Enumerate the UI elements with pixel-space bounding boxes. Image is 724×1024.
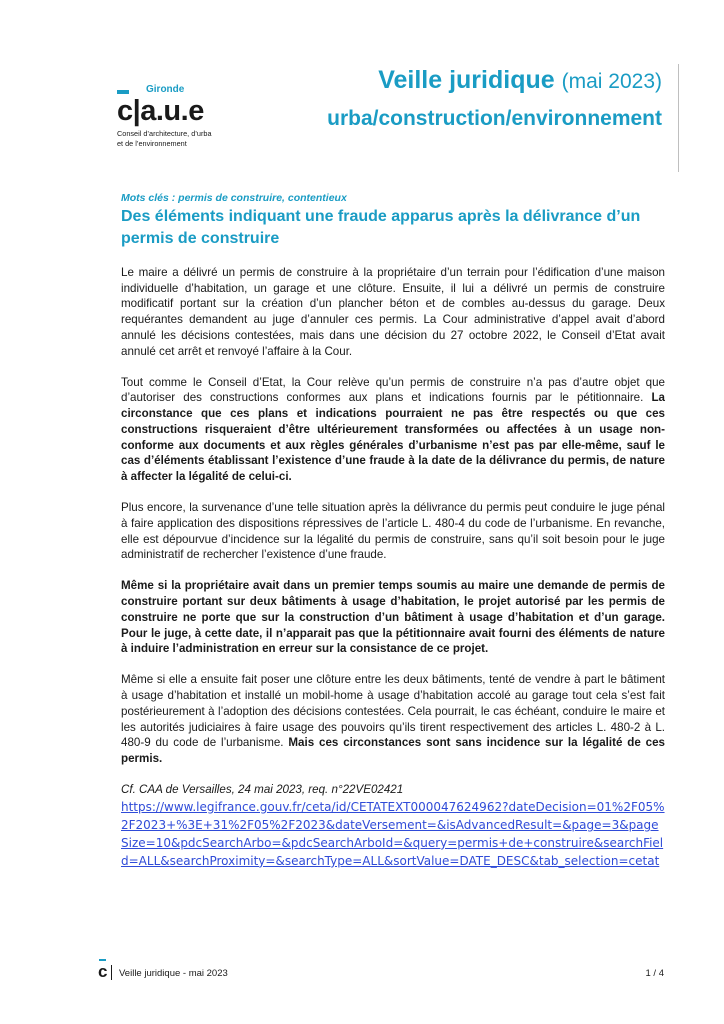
- paragraph-5-bold: Mais ces circonstances sont sans incidence sur la légalité de ces permis.: [121, 736, 665, 765]
- logo-subtitle: [117, 129, 249, 149]
- page-title-text: Veille juridique: [378, 66, 555, 94]
- article-title: Des éléments indiquant une fraude apparus après la délivrance d’un permis de construire: [121, 208, 641, 247]
- page-footer: [98, 963, 664, 983]
- logo-region: Gironde: [146, 84, 185, 95]
- footer-accent-bar: [99, 959, 106, 961]
- page-number: 1 / 4: [645, 968, 664, 979]
- paragraph-5: [121, 672, 665, 766]
- article: [121, 192, 665, 870]
- page-subtitle: urba/construction/environnement: [327, 107, 662, 130]
- header-divider: [678, 64, 679, 172]
- case-reference: Cf. CAA de Versailles, 24 mai 2023, req. n°22VE02421: [121, 783, 404, 797]
- logo-subtitle-line2: et de l’environnement: [117, 139, 187, 148]
- paragraph-1: Le maire a délivré un permis de construire à la propriétaire d’un terrain pour l’édification d’une maison individuelle d’habitation, un garage et une clôture. Ensuite, il lui a délivré un permis de construire modificatif portant sur la création d’un plancher béton et de combles au-dessus du garage. Deux requérantes demandent au juge d’annuler ces permis. La Cour administrative d’appel avait d’abord annulé les décisions contestées, mais dans une décision du 27 octobre 2022, le Conseil d’Etat avait annulé cet arrêt et renvoyé l’affaire à la Cour.: [121, 266, 665, 358]
- logo-wordmark: c|a.u.e: [117, 95, 204, 127]
- footer-logo-mark: c: [98, 962, 108, 981]
- paragraph-2-text: Tout comme le Conseil d’Etat, la Cour relève qu’un permis de construire n’a pas d’autre objet que d’autoriser des constructions conformes aux plans et indications fournis par le pétitionnaire.: [121, 375, 665, 405]
- footer-separator: [111, 965, 112, 980]
- footer-text: Veille juridique - mai 2023: [119, 968, 228, 979]
- logo-subtitle-line1: Conseil d’architecture, d’urba: [117, 129, 212, 138]
- article-keywords: Mots clés : permis de construire, contentieux: [121, 192, 347, 204]
- paragraph-5-text: Même si elle a ensuite fait poser une clôture entre les deux bâtiments, tenté de vendre à part le bâtiment à usage d’habitation et installé un mobil-home à usage d’habitation accolé au garage tout cela s’est fait postérieurement à l’adoption des décisions contestées. Cela pourrait, le cas échéant, conduire le maire et les autorités judiciaires à faire usage des pouvoirs qu’ils tirent respectivement des articles L. 480-2 à L. 480-9 du code de l’urbanisme.: [121, 673, 665, 750]
- paragraph-3: Plus encore, la survenance d’une telle situation après la délivrance du permis peut conduire le juge pénal à faire application des dispositions répressives de l’article L. 480-4 du code de l’urbanisme. En revanche, elle est dépourvue d’incidence sur la légalité du permis de construire, sans qu’il soit besoin pour le juge administratif de rechercher l’existence d’une fraude.: [121, 501, 665, 562]
- paragraph-2: [121, 375, 665, 485]
- paragraph-4-bold: Même si la propriétaire avait dans un premier temps soumis au maire une demande de permis de construire portant sur deux bâtiments à usage d’habitation, le projet autorisé par les permis de construire ne porte que sur la construction d’un bâtiment à usage d’habitation et d’un garage. Pour le juge, à cette date, il n’apparait pas que la pétitionnaire avait fourni des éléments de nature à induire l’administration en erreur sur la consistance de ce projet.: [121, 579, 665, 656]
- paragraph-2-bold: La circonstance que ces plans et indications pourraient ne pas être respectés ou que ces constructions risqueraient d’être ultérieurement transformées ou affectées à un usage non-conforme aux documents et aux règles générales d’urbanisme n’est pas par elle-même, sauf le cas d’éléments établissant l’existence d’une fraude à la date de la délivrance du permis, de nature à affecter la légalité de celui-ci.: [121, 391, 665, 483]
- legifrance-link[interactable]: https://www.legifrance.gouv.fr/ceta/id/CETATEXT000047624962?dateDecision=01%2F05%2F2023+%3E+31%2F05%2F2023&dateVersement=&isAdvancedResult=&page=3&pageSize=10&pdcSearchArbo=&pdcSearchArboId=&query=permis+de+construire&searchField=ALL&searchProximity=&searchType=ALL&sortValue=DATE_DESC&tab_selection=cetat: [121, 799, 665, 868]
- page-title-date: (mai 2023): [561, 70, 662, 93]
- paragraph-4: [121, 578, 665, 657]
- page-title: [378, 66, 662, 95]
- logo-accent-bar: [117, 90, 129, 94]
